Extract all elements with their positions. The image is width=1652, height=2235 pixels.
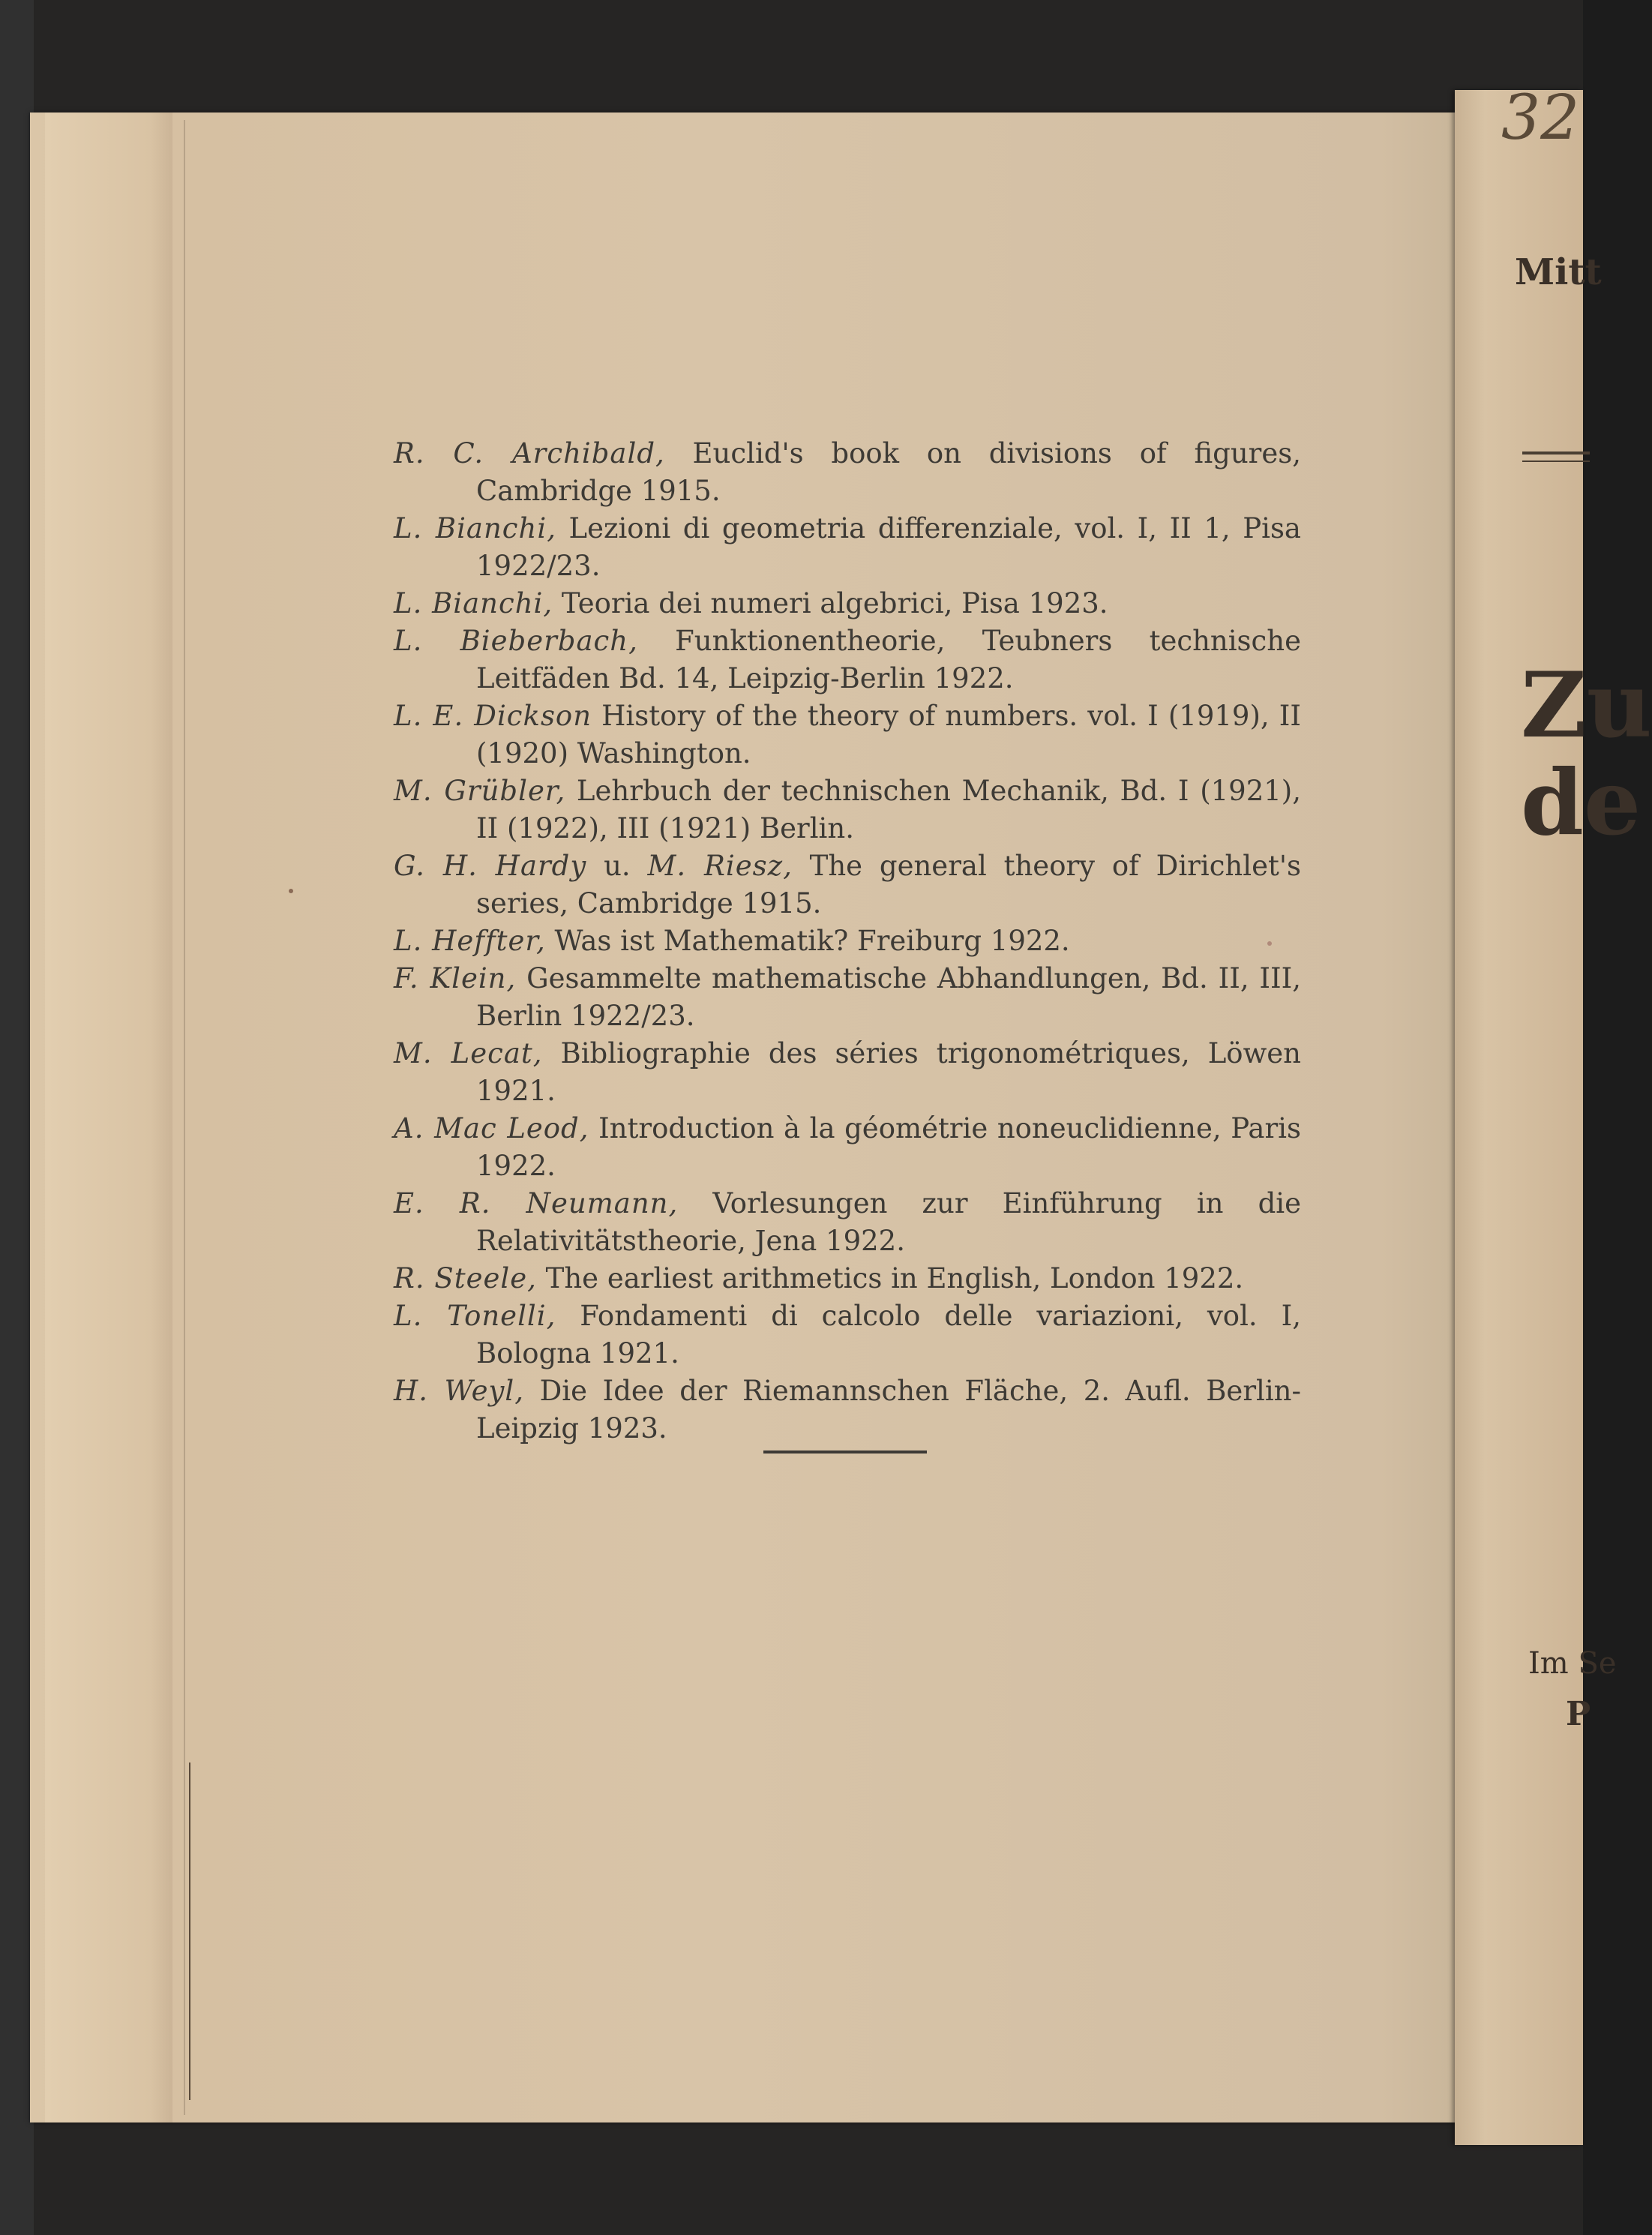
- bibliography-entry: [394, 960, 1301, 1035]
- entry-text: Gesammelte mathematische Abhandlungen, Bd. II, III, Berlin 1922/23.: [476, 962, 1302, 1032]
- fold-shadow: [184, 120, 185, 2115]
- entry-text: Euclid's book on divisions of figures, Cambridge 1915.: [476, 437, 1301, 507]
- bibliography-entry: [394, 1298, 1301, 1372]
- bibliography-entry: [394, 585, 1301, 622]
- bibliography-entry: [394, 1372, 1301, 1448]
- entry-author: L. Heffter,: [394, 925, 546, 957]
- entry-text: Fondamenti di calcolo delle variazioni, vol. I, Bologna 1921.: [476, 1300, 1301, 1370]
- end-rule: [763, 1450, 927, 1454]
- entry-text: Lehrbuch der technischen Mechanik, Bd. I (1921), II (1922), III (1921) Berlin.: [476, 775, 1301, 844]
- bibliography-entry: [394, 1110, 1301, 1185]
- cover-top-edge: [0, 0, 1583, 120]
- entry-text: Bibliographie des séries trigonométriques, Löwen 1921.: [476, 1037, 1301, 1107]
- entry-author: L. Tonelli,: [394, 1300, 556, 1332]
- entry-author: G. H. Hardy: [394, 850, 587, 882]
- right-footer-fragment-2: P: [1566, 1695, 1591, 1733]
- page-fold-strip: [45, 112, 172, 2122]
- entry-text: The earliest arithmetics in English, London 1922.: [536, 1262, 1244, 1294]
- entry-author: L. Bieberbach,: [394, 625, 638, 657]
- entry-author: A. Mac Leod,: [394, 1112, 589, 1144]
- right-header-fragment: Mitt: [1515, 251, 1602, 293]
- entry-text: Funktionentheorie, Teubners technische Leitfäden Bd. 14, Leipzig-Berlin 1922.: [476, 625, 1301, 694]
- right-rule: [1522, 460, 1590, 462]
- entry-text: Was ist Mathematik? Freiburg 1922.: [545, 925, 1070, 957]
- paper-spot: [289, 889, 293, 893]
- entry-author: R. Steele,: [394, 1262, 537, 1294]
- entry-text: Teoria dei numeri algebrici, Pisa 1923.: [553, 587, 1108, 620]
- entry-text: History of the theory of numbers. vol. I (1919), II (1920) Washington.: [476, 700, 1301, 770]
- entry-text: Vorlesungen zur Einführung in die Relativitätstheorie, Jena 1922.: [476, 1187, 1301, 1257]
- bibliography-entry: [394, 510, 1301, 585]
- entry-text: Introduction à la géométrie noneuclidienne, Paris 1922.: [476, 1112, 1301, 1182]
- entry-author: L. E. Dickson: [394, 700, 592, 732]
- entry-connector: u.: [586, 850, 648, 882]
- entry-text: Die Idee der Riemannschen Fläche, 2. Aufl. Berlin-Leipzig 1923.: [476, 1375, 1301, 1444]
- bibliography-list: [394, 435, 1301, 1448]
- right-rule: [1522, 452, 1590, 454]
- right-page-fragment: [1455, 82, 1652, 2145]
- entry-author: F. Klein,: [394, 962, 517, 994]
- entry-author: H. Weyl,: [394, 1375, 525, 1407]
- entry-author: M. Grübler,: [394, 775, 566, 807]
- fold-crease: [189, 1762, 190, 2100]
- cover-bottom-edge: [0, 2115, 1583, 2235]
- right-title-fragment-2: de: [1521, 750, 1642, 856]
- bibliography-entry: [394, 772, 1301, 848]
- entry-coauthor: M. Riesz,: [647, 850, 793, 882]
- entry-author: M. Lecat,: [394, 1037, 543, 1070]
- bibliography-entry: [394, 1260, 1301, 1298]
- bibliography-entry: [394, 1185, 1301, 1260]
- right-page-number: 32: [1501, 82, 1580, 154]
- bibliography-entry: [394, 435, 1301, 510]
- bibliography-entry: [394, 1035, 1301, 1110]
- bibliography-entry: [394, 922, 1301, 960]
- bibliography-entry: [394, 698, 1301, 772]
- entry-author: L. Bianchi,: [394, 587, 553, 620]
- entry-author: R. C. Archibald,: [394, 437, 665, 470]
- right-title-fragment-1: Zu: [1521, 652, 1652, 758]
- cover-left-edge: [0, 0, 34, 2235]
- entry-author: E. R. Neumann,: [394, 1187, 679, 1220]
- right-footer-fragment-1: Im Se: [1528, 1646, 1617, 1681]
- entry-author: L. Bianchi,: [394, 512, 556, 544]
- bibliography-entry: [394, 848, 1301, 922]
- entry-text: Lezioni di geometria differenziale, vol. I, II 1, Pisa 1922/23.: [476, 512, 1301, 582]
- bibliography-entry: [394, 622, 1301, 698]
- entry-text: The general theory of Dirichlet's series, Cambridge 1915.: [476, 850, 1302, 920]
